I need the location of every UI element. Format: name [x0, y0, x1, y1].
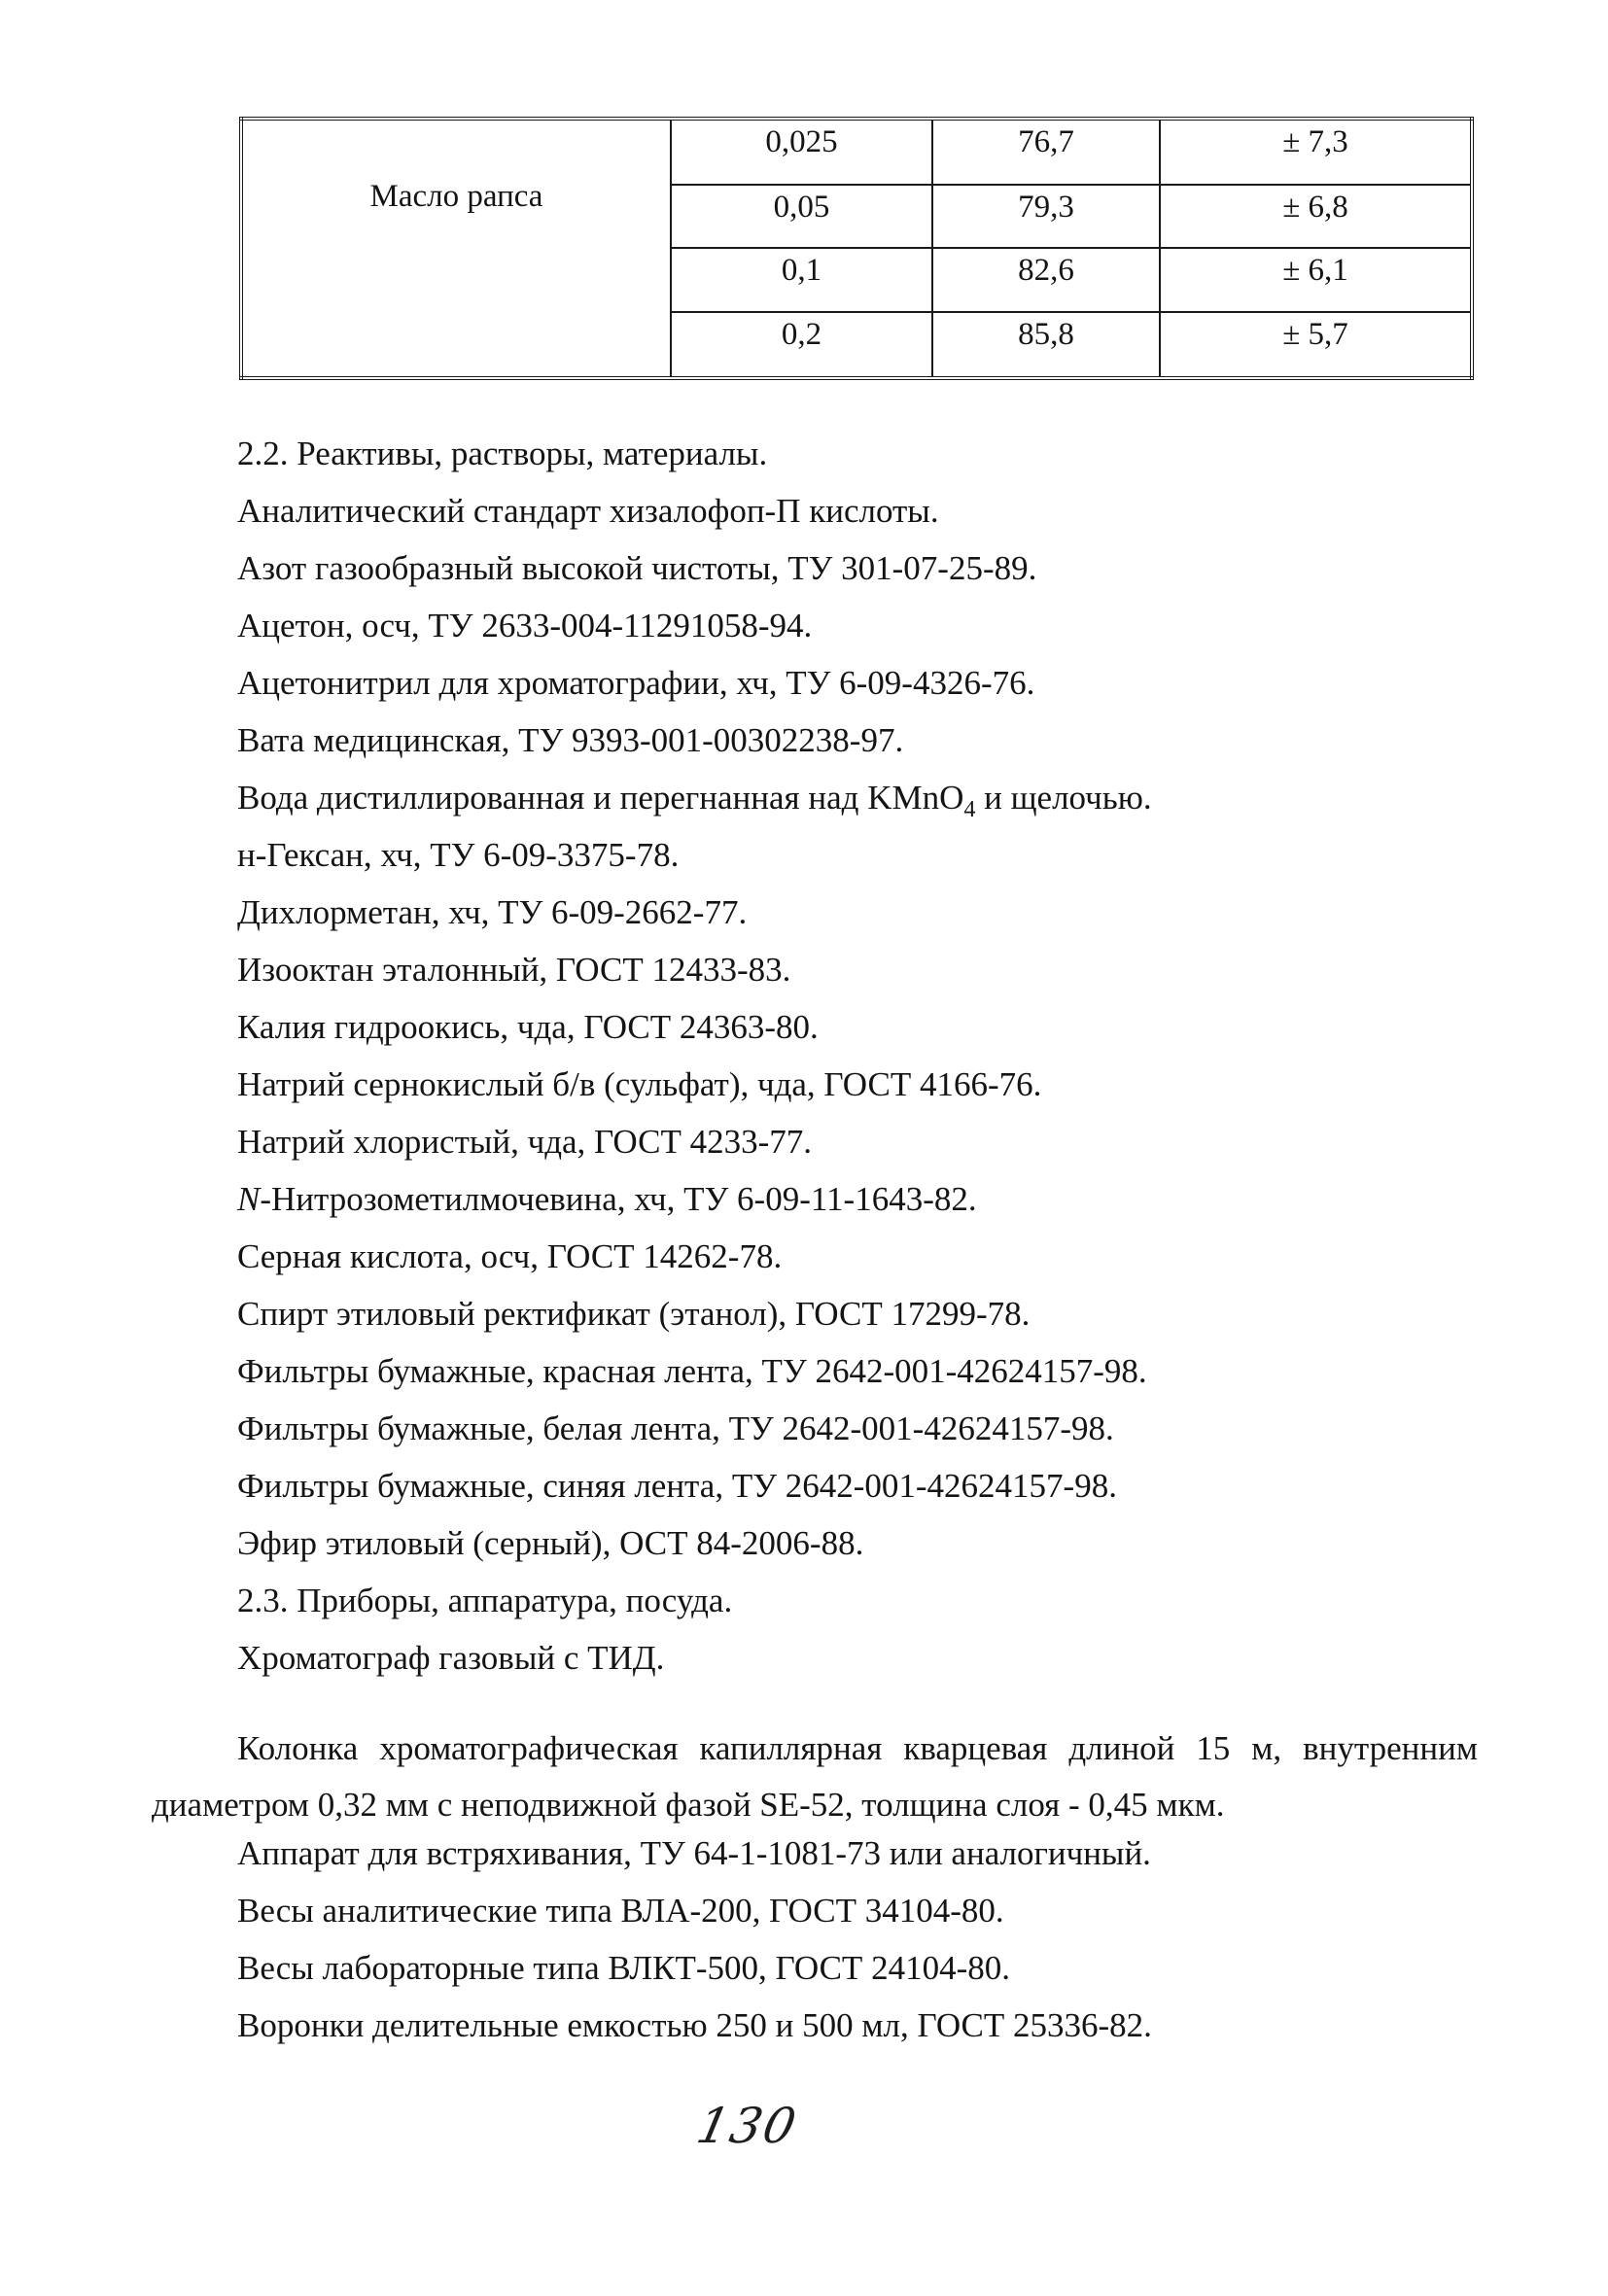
reagent-item [237, 1180, 977, 1219]
concentration-cell: 0,025 [671, 119, 932, 185]
reagent-item: Вата медицинская, ТУ 9393-001-00302238-97. [237, 721, 904, 759]
reagent-text: Вода дистиллированная и перегнанная над KMnO [237, 779, 964, 817]
recovery-cell: 76,7 [932, 119, 1160, 185]
reagent-item: Фильтры бумажные, белая лента, ТУ 2642-001-42624157-98. [237, 1409, 1114, 1447]
table-row [241, 119, 1472, 185]
reagent-item [237, 779, 1152, 829]
equipment-item: Хроматограф газовый с ТИД. [237, 1639, 665, 1677]
reagent-item: Аналитический стандарт хизалофоп-П кислоты. [237, 492, 939, 530]
equipment-item: Весы лабораторные типа ВЛКТ-500, ГОСТ 24104-80. [237, 1949, 1010, 1987]
section-heading-reagents: 2.2. Реактивы, растворы, материалы. [237, 435, 768, 472]
equipment-item: Аппарат для встряхивания, ТУ 64-1-1081-73 или аналогичный. [237, 1834, 1151, 1872]
reagent-text: и щелочью. [975, 779, 1152, 817]
reagent-item: Натрий сернокислый б/в (сульфат), чда, ГОСТ 4166-76. [237, 1065, 1042, 1103]
paragraph-line: диаметром 0,32 мм с неподвижной фазой SE-52, толщина слоя - 0,45 мкм. [152, 1786, 1225, 1824]
equipment-item: Весы аналитические типа ВЛА-200, ГОСТ 34104-80. [237, 1892, 1004, 1930]
equipment-item: Воронки делительные емкостью 250 и 500 мл, ГОСТ 25336-82. [237, 2006, 1152, 2044]
deviation-cell: ± 7,3 [1160, 119, 1472, 185]
concentration-cell: 0,1 [671, 248, 932, 312]
reagent-item: Серная кислота, осч, ГОСТ 14262-78. [237, 1237, 783, 1275]
deviation-cell: ± 5,7 [1160, 312, 1472, 378]
deviation-cell: ± 6,8 [1160, 185, 1472, 249]
paragraph-line: Колонка хроматографическая капиллярная кварцевая длиной 15 м, внутренним [237, 1729, 1478, 1767]
subscript: 4 [963, 797, 976, 822]
reagent-item: н-Гексан, хч, ТУ 6-09-3375-78. [237, 836, 680, 874]
reagent-item: Изооктан эталонный, ГОСТ 12433-83. [237, 951, 791, 989]
reagent-item: Ацетон, осч, ТУ 2633-004-11291058-94. [237, 607, 813, 644]
reagent-text: -Нитрозометилмочевина, хч, ТУ 6-09-11-1643-82. [260, 1180, 977, 1218]
reagent-item: Фильтры бумажные, красная лента, ТУ 2642-001-42624157-98. [237, 1352, 1147, 1390]
reagent-item: Азот газообразный высокой чистоты, ТУ 301-07-25-89. [237, 549, 1037, 587]
reagent-item: Калия гидроокись, чда, ГОСТ 24363-80. [237, 1008, 819, 1046]
recovery-cell: 85,8 [932, 312, 1160, 378]
concentration-cell: 0,2 [671, 312, 932, 378]
reagent-item: Натрий хлористый, чда, ГОСТ 4233-77. [237, 1123, 813, 1161]
recovery-cell: 79,3 [932, 185, 1160, 249]
reagent-item: Фильтры бумажные, синяя лента, ТУ 2642-001-42624157-98. [237, 1467, 1117, 1505]
concentration-cell: 0,05 [671, 185, 932, 249]
equipment-item-column [152, 1721, 1478, 1833]
recovery-cell: 82,6 [932, 248, 1160, 312]
italic-prefix: N [237, 1180, 261, 1218]
reagent-item: Эфир этиловый (серный), ОСТ 84-2006-88. [237, 1524, 864, 1562]
reagent-item: Ацетонитрил для хроматографии, хч, ТУ 6-09-4326-76. [237, 664, 1035, 702]
recovery-table [239, 117, 1474, 380]
deviation-cell: ± 6,1 [1160, 248, 1472, 312]
page-number: 130 [691, 2098, 803, 2154]
reagent-item: Спирт этиловый ректификат (этанол), ГОСТ 17299-78. [237, 1295, 1031, 1333]
product-name-cell: Масло рапса [241, 119, 671, 378]
reagent-item: Дихлорметан, хч, ТУ 6-09-2662-77. [237, 893, 748, 931]
section-heading-equipment: 2.3. Приборы, аппаратура, посуда. [237, 1582, 733, 1619]
